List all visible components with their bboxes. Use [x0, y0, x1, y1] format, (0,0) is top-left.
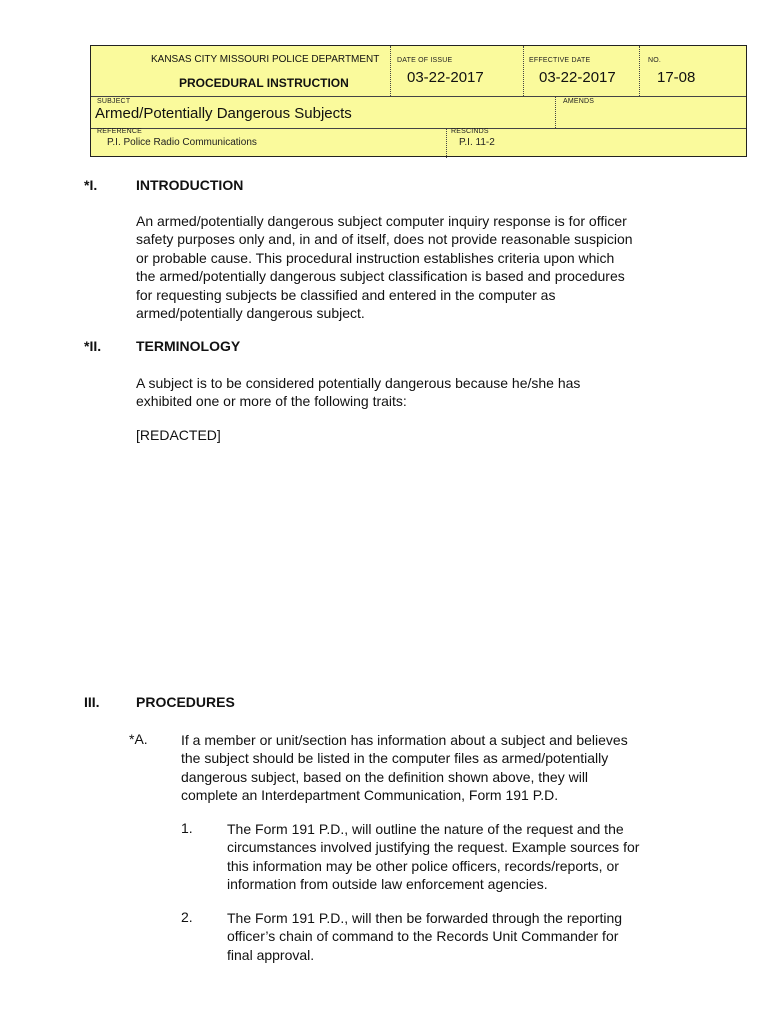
header-divider [523, 46, 524, 96]
subject-label: SUBJECT [97, 98, 131, 105]
header-divider [390, 46, 391, 96]
header-divider [446, 128, 447, 158]
text-line: The Form 191 P.D., will outline the nature of the request and the [227, 821, 624, 837]
amends-label: AMENDS [563, 98, 595, 105]
subject-value: Armed/Potentially Dangerous Subjects [95, 105, 352, 122]
header-divider [91, 128, 746, 129]
header-divider [639, 46, 640, 96]
terminology-paragraph [136, 374, 680, 411]
date-of-issue-value: 03-22-2017 [407, 69, 484, 86]
rescinds-label: RESCINDS [451, 128, 489, 135]
effective-date-value: 03-22-2017 [539, 69, 616, 86]
section-title: INTRODUCTION [136, 177, 244, 193]
reference-value: P.I. Police Radio Communications [107, 137, 257, 148]
header-divider [555, 96, 556, 128]
reference-label: REFERENCE [97, 128, 142, 135]
header-divider [91, 96, 746, 97]
text-line: the subject should be listed in the computer files as armed/potentially [181, 750, 609, 767]
section-number: *I. [84, 177, 98, 193]
text-line: the armed/potentially dangerous subject classification is based and procedures [136, 268, 625, 285]
item-label: 1. [181, 820, 193, 836]
document-type: PROCEDURAL INSTRUCTION [179, 76, 349, 90]
document-header [90, 45, 747, 157]
item-label: 2. [181, 909, 193, 925]
section-title: TERMINOLOGY [136, 338, 241, 354]
text-line: or probable cause. This procedural instruction establishes criteria upon which [136, 249, 615, 266]
rescinds-value: P.I. 11-2 [459, 137, 495, 148]
date-of-issue-label: DATE OF ISSUE [397, 57, 453, 64]
item-1-paragraph [227, 820, 680, 894]
text-line: safety purposes only and, in and of itself, does not provide reasonable suspicion [136, 231, 633, 248]
redacted-text: [REDACTED] [136, 427, 221, 443]
text-line: information from outside law enforcement agencies. [227, 876, 548, 893]
text-line: circumstances involved justifying the request. Example sources for [227, 839, 640, 856]
department-name: KANSAS CITY MISSOURI POLICE DEPARTMENT [151, 54, 380, 65]
text-line: A subject is to be considered potentially dangerous because he/she has [136, 375, 581, 391]
text-line: An armed/potentially dangerous subject computer inquiry response is for officer [136, 213, 627, 229]
intro-paragraph [136, 212, 680, 322]
text-line: this information may be other police officers, records/reports, or [227, 857, 619, 874]
text-line: armed/potentially dangerous subject. [136, 305, 365, 322]
text-line: final approval. [227, 946, 315, 963]
text-line: for requesting subjects be classified and entered in the computer as [136, 286, 556, 303]
text-line: The Form 191 P.D., will then be forwarded through the reporting [227, 910, 623, 926]
section-number: III. [84, 694, 100, 710]
subsection-label: *A. [129, 731, 148, 747]
text-line: complete an Interdepartment Communication, Form 191 P.D. [181, 787, 559, 804]
text-line: officer’s chain of command to the Records Unit Commander for [227, 928, 619, 945]
text-line: dangerous subject, based on the definition shown above, they will [181, 768, 589, 785]
number-label: NO. [648, 57, 662, 64]
section-title: PROCEDURES [136, 694, 235, 710]
text-line: exhibited one or more of the following traits: [136, 393, 407, 410]
number-value: 17-08 [657, 69, 696, 86]
section-number: *II. [84, 338, 102, 354]
effective-date-label: EFFECTIVE DATE [529, 57, 591, 64]
text-line: If a member or unit/section has information about a subject and believes [181, 732, 628, 748]
subsection-a-paragraph [181, 731, 680, 805]
item-2-paragraph [227, 909, 680, 964]
